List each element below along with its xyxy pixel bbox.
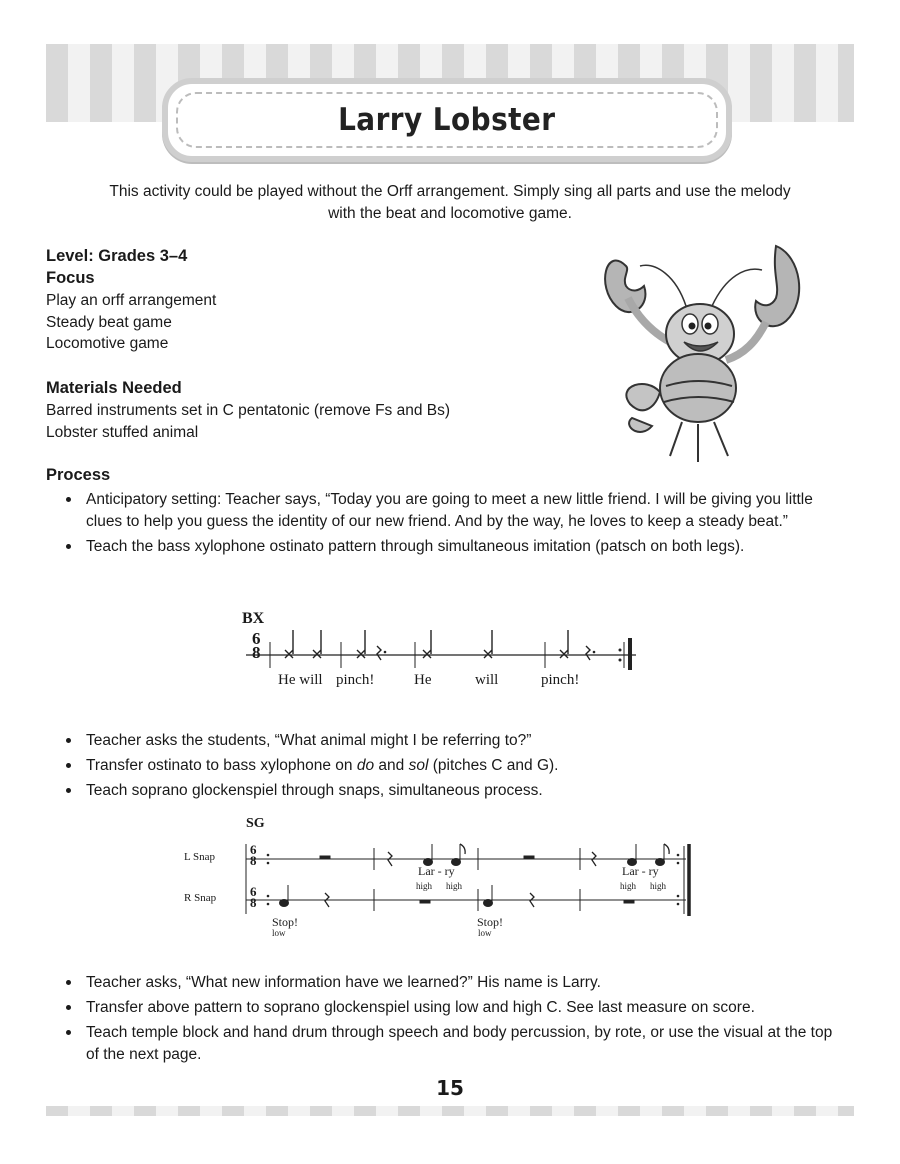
list-item: Transfer above pattern to soprano glockenspiel using low and high C. See last measure on score.	[60, 997, 840, 1019]
materials-item: Lobster stuffed animal	[46, 423, 199, 441]
page-title: Larry Lobster	[338, 102, 556, 138]
r-snap-label: R Snap	[184, 892, 217, 904]
list-item: Teach the bass xylophone ostinato pattern through simultaneous imitation (patsch on both legs).	[60, 536, 840, 558]
materials-item: Barred instruments set in C pentatonic (remove Fs and Bs)	[46, 402, 451, 419]
solfege-do: do	[356, 757, 375, 774]
list-item: Teach temple block and hand drum through speech and body percussion, by rote, or use the visual at the top of the next page.	[60, 1022, 840, 1066]
sg-score	[180, 814, 700, 944]
list-item: Transfer ostinato to bass xylophone on do and sol (pitches C and G).	[60, 755, 840, 777]
sg-label: SG	[246, 816, 265, 831]
bx-lyric: He will	[278, 672, 323, 688]
sg-lyric: Stop!	[272, 915, 299, 929]
process-heading: Process	[46, 466, 111, 484]
page-number: 15	[436, 1076, 464, 1100]
process-list-3	[60, 972, 840, 1069]
list-item: Teach soprano glockenspiel through snaps, simultaneous process.	[60, 780, 840, 802]
title-banner	[162, 78, 732, 162]
bx-time-signature: 6 8	[252, 629, 261, 662]
sg-lyric: Stop!	[477, 915, 504, 929]
sg-lyric: Lar - ry	[418, 864, 455, 878]
sg-lyric: Lar - ry	[622, 864, 659, 878]
process-list-1	[60, 489, 840, 561]
focus-heading: Focus	[46, 269, 95, 287]
lobster-illustration	[586, 226, 816, 472]
focus-item: Steady beat game	[46, 313, 172, 331]
list-item: Teacher asks the students, “What animal might I be referring to?”	[60, 730, 840, 752]
solfege-sol: sol	[408, 757, 429, 774]
intro-paragraph: This activity could be played without the Orff arrangement. Simply sing all parts and use the melody with the beat and locomotive game.	[109, 183, 791, 222]
bx-lyric: pinch!	[336, 672, 375, 688]
bx-lyric: pinch!	[541, 672, 580, 688]
sg-pitch: low	[478, 928, 492, 938]
sg-pitch: high	[416, 881, 433, 891]
process-list-2	[60, 730, 840, 805]
bx-lyric: will	[475, 672, 499, 688]
footer-stripe-band	[46, 1106, 854, 1116]
l-snap-label: L Snap	[184, 851, 216, 863]
focus-item: Play an orff arrangement	[46, 292, 217, 309]
focus-item: Locomotive game	[46, 335, 169, 352]
list-item: Teacher asks, “What new information have we learned?” His name is Larry.	[60, 972, 840, 994]
sg-pitch: high	[620, 881, 637, 891]
materials-list	[46, 400, 450, 443]
sg-pitch: high	[650, 881, 667, 891]
bx-label: BX	[242, 610, 265, 627]
sg-staff	[180, 814, 700, 944]
materials-heading: Materials Needed	[46, 379, 182, 397]
bx-lyric: He	[414, 672, 432, 688]
bx-score	[240, 608, 640, 694]
sg-pitch: high	[446, 881, 463, 891]
sg-pitch: low	[272, 928, 286, 938]
sg-time-signature-top: 6 8	[250, 842, 257, 868]
level-heading: Level: Grades 3–4	[46, 247, 188, 265]
focus-list	[46, 290, 216, 355]
sg-time-signature-bottom: 6 8	[250, 884, 257, 910]
list-item: Anticipatory setting: Teacher says, “Today you are going to meet a new little friend. I will be giving you little clues to help you guess the identity of our new friend. And by the way, he loves to keep a steady beat.”	[60, 489, 840, 533]
